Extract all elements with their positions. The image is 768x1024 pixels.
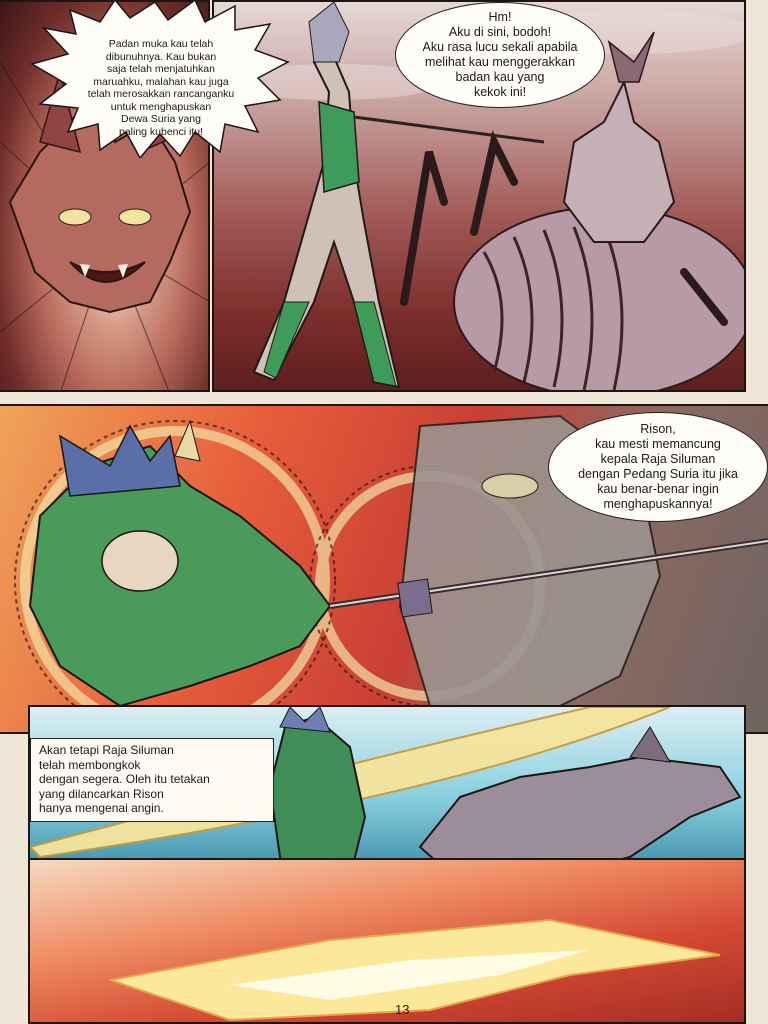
panel-blast (28, 858, 746, 1024)
blast-art (30, 860, 746, 1024)
speech-bubble-hm: Hm! Aku di sini, bodoh! Aku rasa lucu sekali apabila melihat kau menggerakkan badan kau yang kekok ini! (395, 2, 605, 108)
page-number: 13 (395, 1002, 410, 1017)
narration-caption: Akan tetapi Raja Siluman telah membongkok dengan segera. Oleh itu tetakan yang dilancarkan Rison hanya mengenai angin. (30, 738, 274, 822)
speech-bubble-rison: Rison, kau mesti memancung kepala Raja Siluman dengan Pedang Suria itu jika kau benar-benar ingin menghapuskannya! (548, 412, 768, 522)
burst-speech-text: Padan muka kau telah dibunuhnya. Kau bukan saja telah menjatuhkan maruahku, malahan kau juga telah merosakkan rancanganku untuk menghapuskan Dewa Suria yang paling kubenci itu! (87, 38, 235, 138)
